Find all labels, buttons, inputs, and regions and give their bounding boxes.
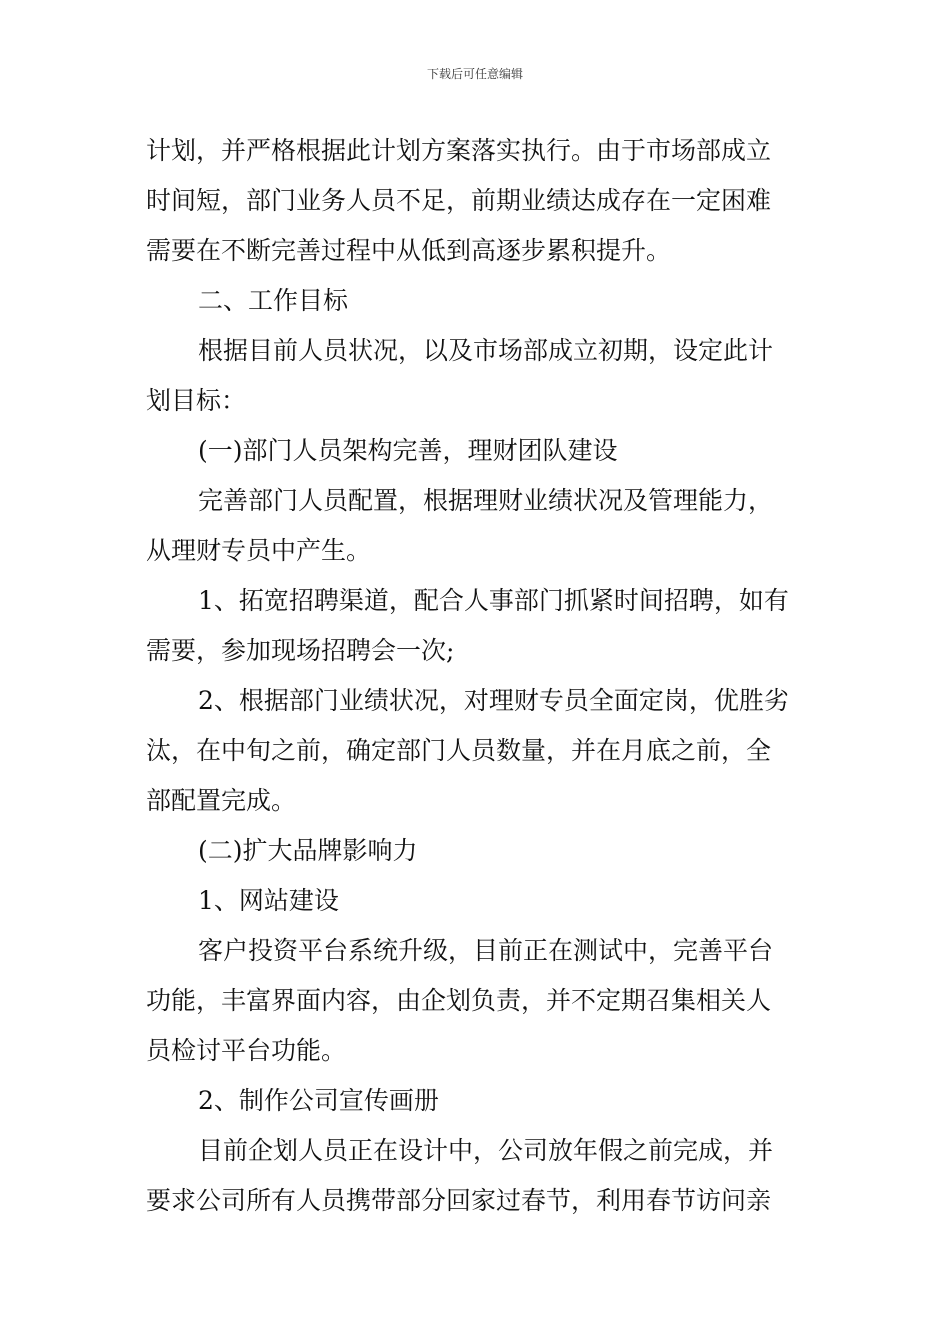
subsection-heading: (二)扩大品牌影响力 [198,836,418,865]
list-item: 1、网站建设 [198,886,339,915]
page-header: 下载后可任意编辑 [426,67,523,81]
text-line: 计划，并严格根据此计划方案落实执行。由于市场部成立 [146,136,772,165]
text-line: 要求公司所有人员携带部分回家过春节，利用春节访问亲 [146,1186,772,1215]
text-line: 完善部门人员配置，根据理财业绩状况及管理能力， [198,486,774,515]
text-line: 汰，在中旬之前，确定部门人员数量，并在月底之前，全 [146,736,772,765]
section-heading: 二、工作目标 [198,286,349,315]
text-line: 需要，参加现场招聘会一次; [146,636,455,665]
document-body [146,126,808,1226]
text-line: 功能，丰富界面内容，由企划负责，并不定期召集相关人 [146,986,772,1015]
text-line: 部配置完成。 [146,786,297,815]
subsection-heading: (一)部门人员架构完善，理财团队建设 [198,436,618,465]
text-line: 时间短，部门业务人员不足，前期业绩达成存在一定困难 [146,186,772,215]
list-item: 2、根据部门业绩状况，对理财专员全面定岗，优胜劣 [198,686,789,715]
text-line: 目前企划人员正在设计中，公司放年假之前完成，并 [198,1136,774,1165]
list-item: 1、拓宽招聘渠道，配合人事部门抓紧时间招聘，如有 [198,586,789,615]
text-line: 根据目前人员状况，以及市场部成立初期，设定此计 [198,336,774,365]
text-line: 员检讨平台功能。 [146,1036,347,1065]
text-line: 需要在不断完善过程中从低到高逐步累积提升。 [146,236,672,265]
list-item: 2、制作公司宣传画册 [198,1086,439,1115]
text-line: 客户投资平台系统升级，目前正在测试中，完善平台 [198,936,774,965]
text-line: 划目标： [146,386,247,415]
text-line: 从理财专员中产生。 [146,536,372,565]
